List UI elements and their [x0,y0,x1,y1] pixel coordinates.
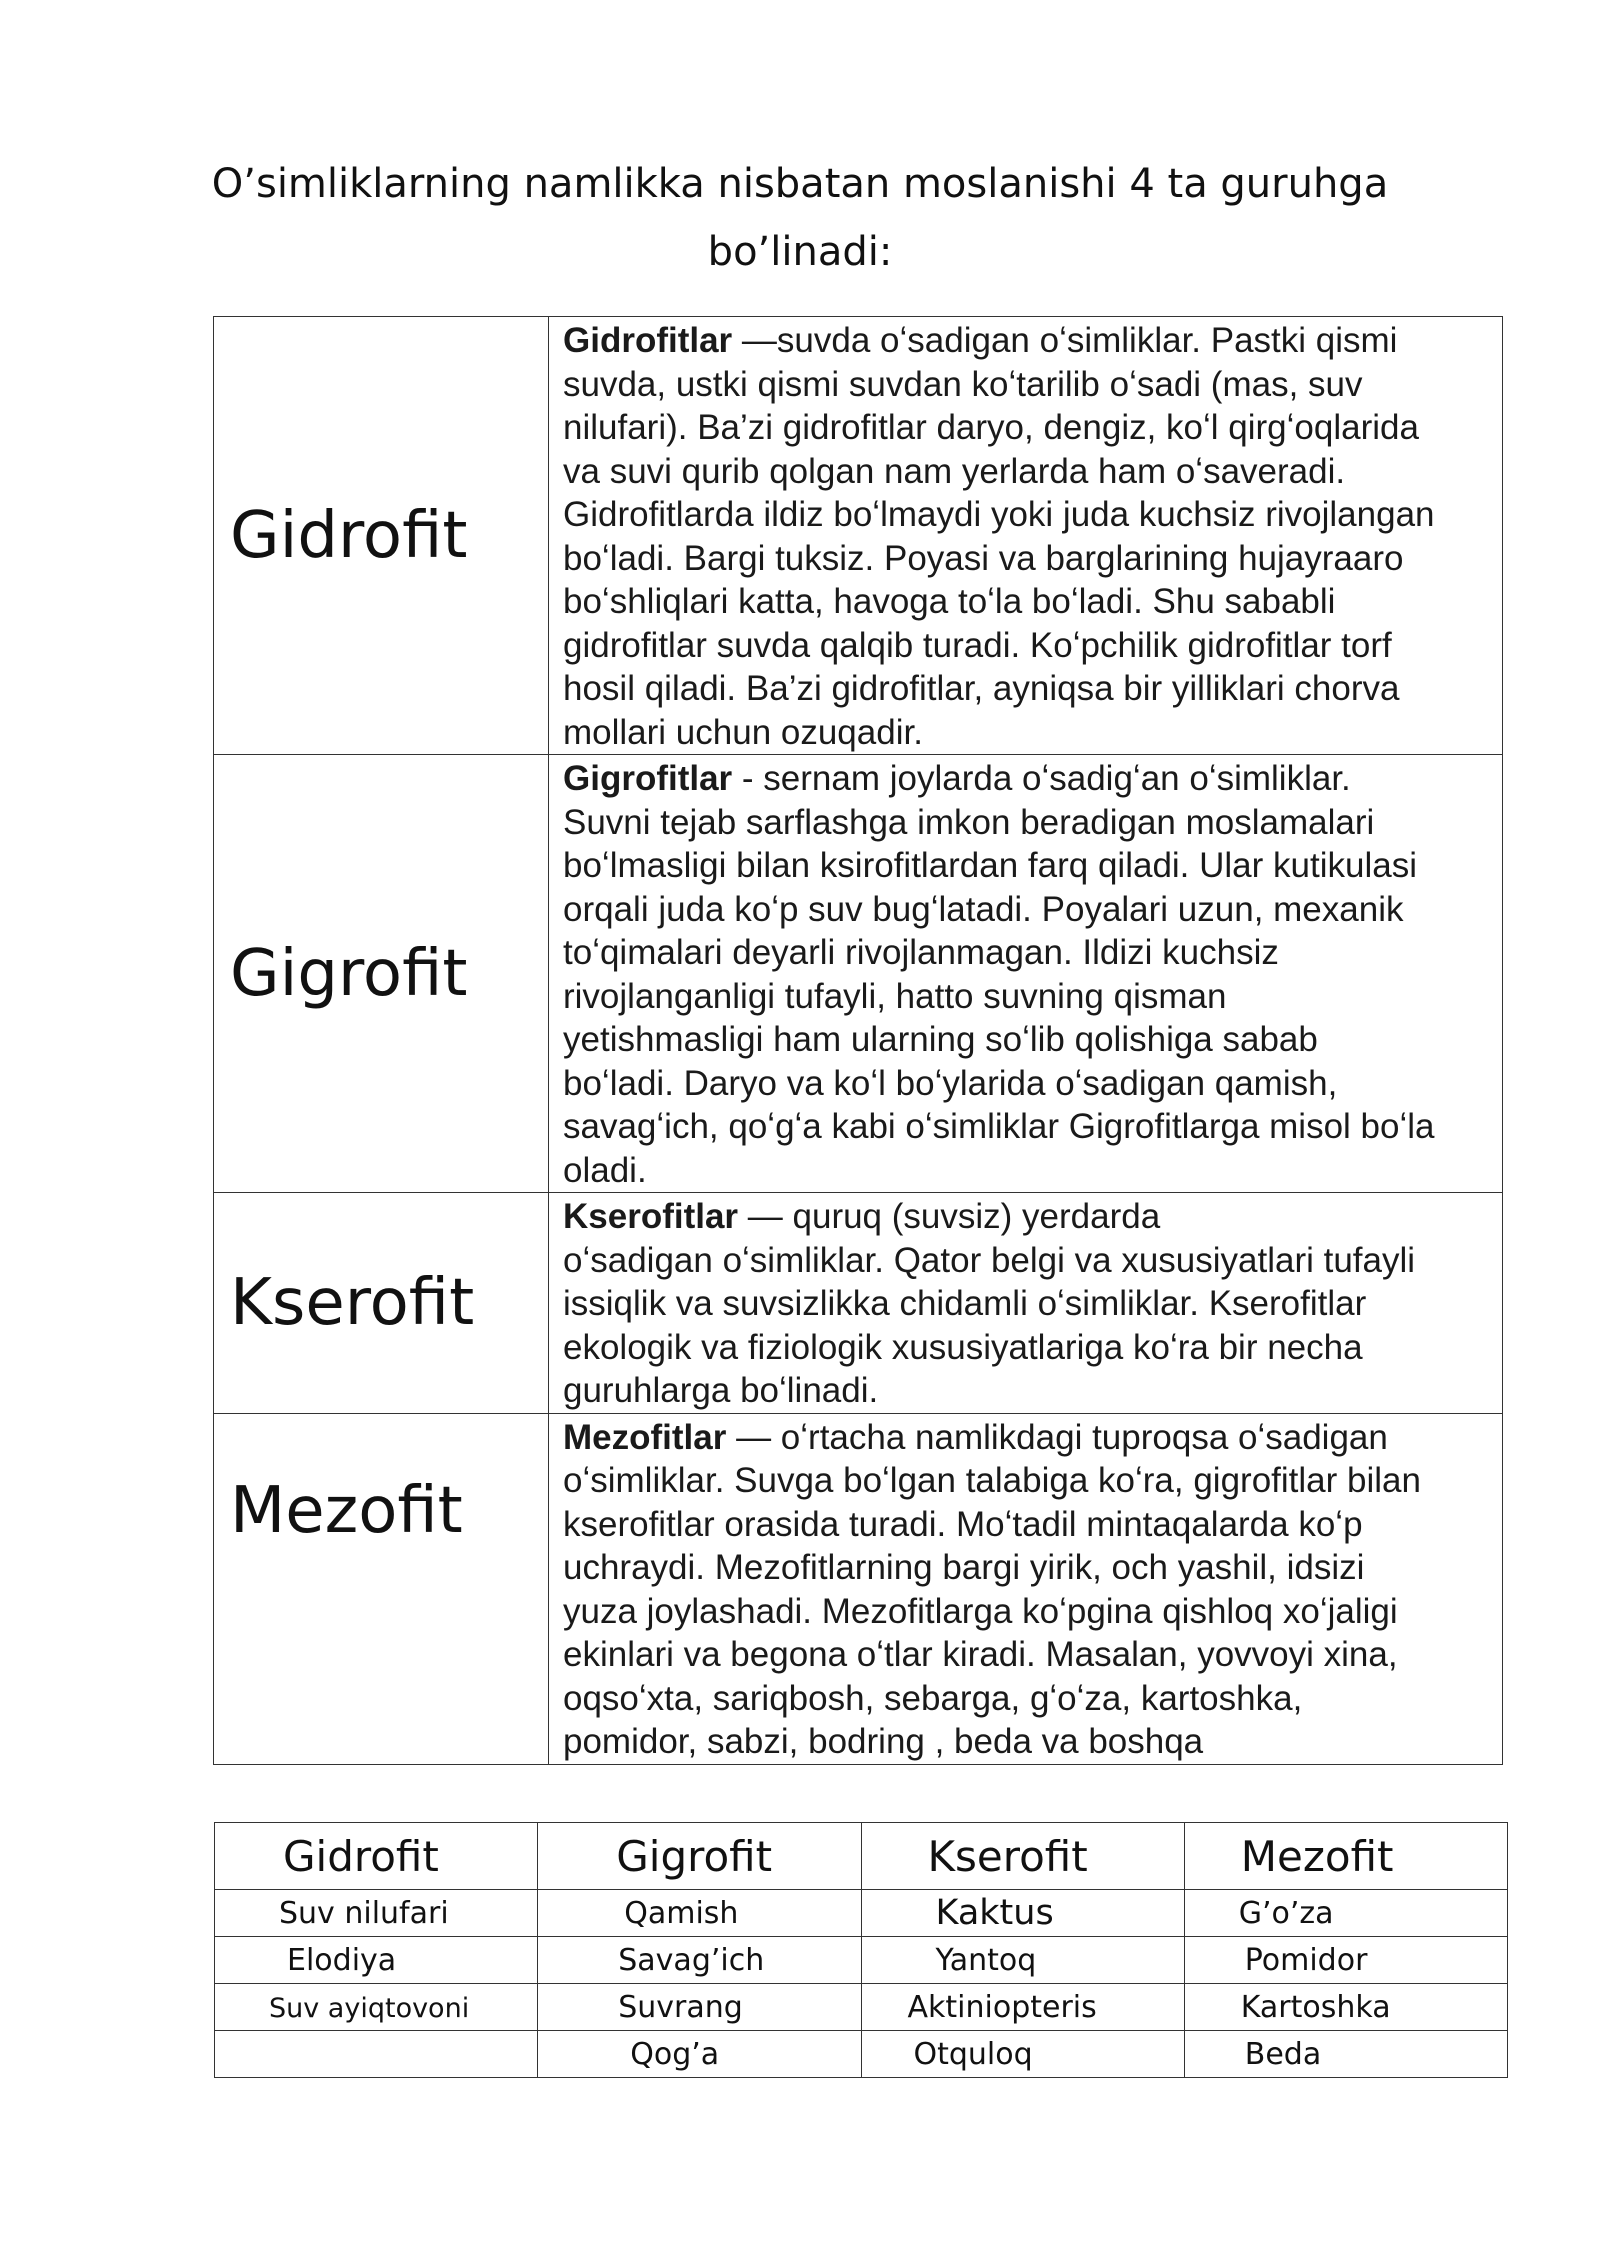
group-term: Gidrofitlar [563,321,733,360]
examples-header: Gidrofit [215,1823,538,1890]
group-term: Gigrofitlar [563,759,733,798]
desc-line: issiqlik va suvsizlikka chidamli oʻsimliklar. Kserofitlar [563,1284,1367,1323]
groups-table [213,316,1503,1765]
examples-cell: Savag’ich [538,1937,861,1984]
desc-line: oladi. [563,1150,647,1190]
examples-header: Gigrofit [538,1823,861,1890]
desc-line: va suvi qurib qolgan nam yerlarda ham oʻsaveradi. [563,451,1346,491]
desc-line: Gidrofitlarda ildiz boʻlmaydi yoki juda kuchsiz rivojlangan [563,495,1435,534]
group-term: Kserofitlar [563,1197,739,1236]
group-description [549,1413,1503,1764]
group-term: Mezofitlar [563,1417,727,1457]
title-line-1: O’simliklarning namlikka nisbatan moslanishi 4 ta guruhga [211,161,1389,207]
desc-line: yuza joylashadi. Mezofitlarga koʻpgina qishloq xoʻjaligi [563,1591,1398,1631]
group-name: Mezofit [214,1413,549,1764]
desc-line: kserofitlar orasida turadi. Moʻtadil mintaqalarda koʻp [563,1504,1363,1544]
desc-line: — quruq (suvsiz) yerdarda [738,1197,1161,1236]
examples-header: Mezofit [1184,1823,1507,1890]
desc-line: guruhlarga boʻlinadi. [563,1371,879,1410]
desc-line: boʻladi. Bargi tuksiz. Poyasi va barglarining hujayraaro [563,538,1404,578]
examples-cell: Otquloq [861,2031,1184,2078]
examples-cell: Kaktus [861,1890,1184,1937]
examples-row [215,1890,1508,1937]
desc-line: orqali juda koʻp suv bugʻlatadi. Poyalari uzun, mexanik [563,889,1404,929]
desc-line: boʻlmasligi bilan ksirofitlardan farq qiladi. Ular kutikulasi [563,846,1417,885]
examples-cell: Suv ayiqtovoni [215,1984,538,2031]
desc-line: - sernam joylarda oʻsadigʻan oʻsimliklar. [732,759,1351,798]
examples-cell: Elodiya [215,1937,538,1984]
examples-cell: Kartoshka [1184,1984,1507,2031]
examples-table [214,1822,1508,2078]
desc-line: gidrofitlar suvda qalqib turadi. Koʻpchilik gidrofitlar torf [563,625,1392,665]
desc-line: — oʻrtacha namlikdagi tuproqsa oʻsadigan [726,1417,1388,1457]
group-name: Gidrofit [214,317,549,755]
desc-line: uchraydi. Mezofitlarning bargi yirik, och yashil, idsizi [563,1548,1365,1587]
examples-header-row [215,1823,1508,1890]
examples-row [215,2031,1508,2078]
desc-line: hosil qiladi. Ba’zi gidrofitlar, ayniqsa bir yilliklari chorva [563,669,1400,708]
desc-line: oqsoʻxta, sariqbosh, sebarga, gʻoʻza, kartoshka, [563,1678,1303,1718]
desc-line: pomidor, sabzi, bodring , beda va boshqa [563,1722,1204,1761]
group-name: Kserofit [214,1193,549,1414]
desc-line: savagʻich, qoʻgʻa kabi oʻsimliklar Gigrofitlarga misol boʻla [563,1107,1435,1146]
desc-line: nilufari). Ba’zi gidrofitlar daryo, dengiz, koʻl qirgʻoqlarida [563,408,1419,447]
examples-row [215,1937,1508,1984]
examples-cell: Suv nilufari [215,1890,538,1937]
group-row-gidrofit [214,317,1503,755]
examples-cell: Aktiniopteris [861,1984,1184,2031]
examples-header: Kserofit [861,1823,1184,1890]
examples-cell: Qog’a [538,2031,861,2078]
desc-line: Suvni tejab sarflashga imkon beradigan moslamalari [563,802,1375,842]
group-row-kserofit [214,1193,1503,1414]
examples-cell: Yantoq [861,1937,1184,1984]
desc-line: mollari uchun ozuqadir. [563,712,923,752]
desc-line: rivojlanganligi tufayli, hatto suvning qisman [563,976,1227,1016]
group-row-mezofit [214,1413,1503,1764]
title-line-2: bo’linadi: [707,229,893,275]
desc-line: ekologik va fiziologik xususiyatlariga koʻra bir necha [563,1327,1363,1367]
examples-cell: Pomidor [1184,1937,1507,1984]
group-description [549,755,1503,1193]
desc-line: —suvda oʻsadigan oʻsimliklar. Pastki qismi [732,321,1398,360]
examples-row [215,1984,1508,2031]
group-row-gigrofit [214,755,1503,1193]
desc-line: yetishmasligi ham ularning soʻlib qolishiga sabab [563,1020,1318,1059]
desc-line: boʻladi. Daryo va koʻl boʻylarida oʻsadigan qamish, [563,1063,1338,1103]
examples-cell: Qamish [538,1890,861,1937]
desc-line: ekinlari va begona oʻtlar kiradi. Masalan, yovvoyi xina, [563,1635,1398,1674]
examples-cell [215,2031,538,2078]
desc-line: toʻqimalari deyarli rivojlanmagan. Ildizi kuchsiz [563,933,1279,972]
group-name: Gigrofit [214,755,549,1193]
desc-line: oʻsimliklar. Suvga boʻlgan talabiga koʻra, gigrofitlar bilan [563,1461,1421,1500]
examples-cell: Beda [1184,2031,1507,2078]
examples-cell: G’o’za [1184,1890,1507,1937]
group-description [549,1193,1503,1414]
desc-line: oʻsadigan oʻsimliklar. Qator belgi va xususiyatlari tufayli [563,1240,1416,1280]
page-title [0,150,1600,286]
desc-line: suvda, ustki qismi suvdan koʻtarilib oʻsadi (mas, suv [563,364,1363,404]
desc-line: boʻshliqlari katta, havoga toʻla boʻladi. Shu sababli [563,582,1336,621]
group-description [549,317,1503,755]
examples-cell: Suvrang [538,1984,861,2031]
